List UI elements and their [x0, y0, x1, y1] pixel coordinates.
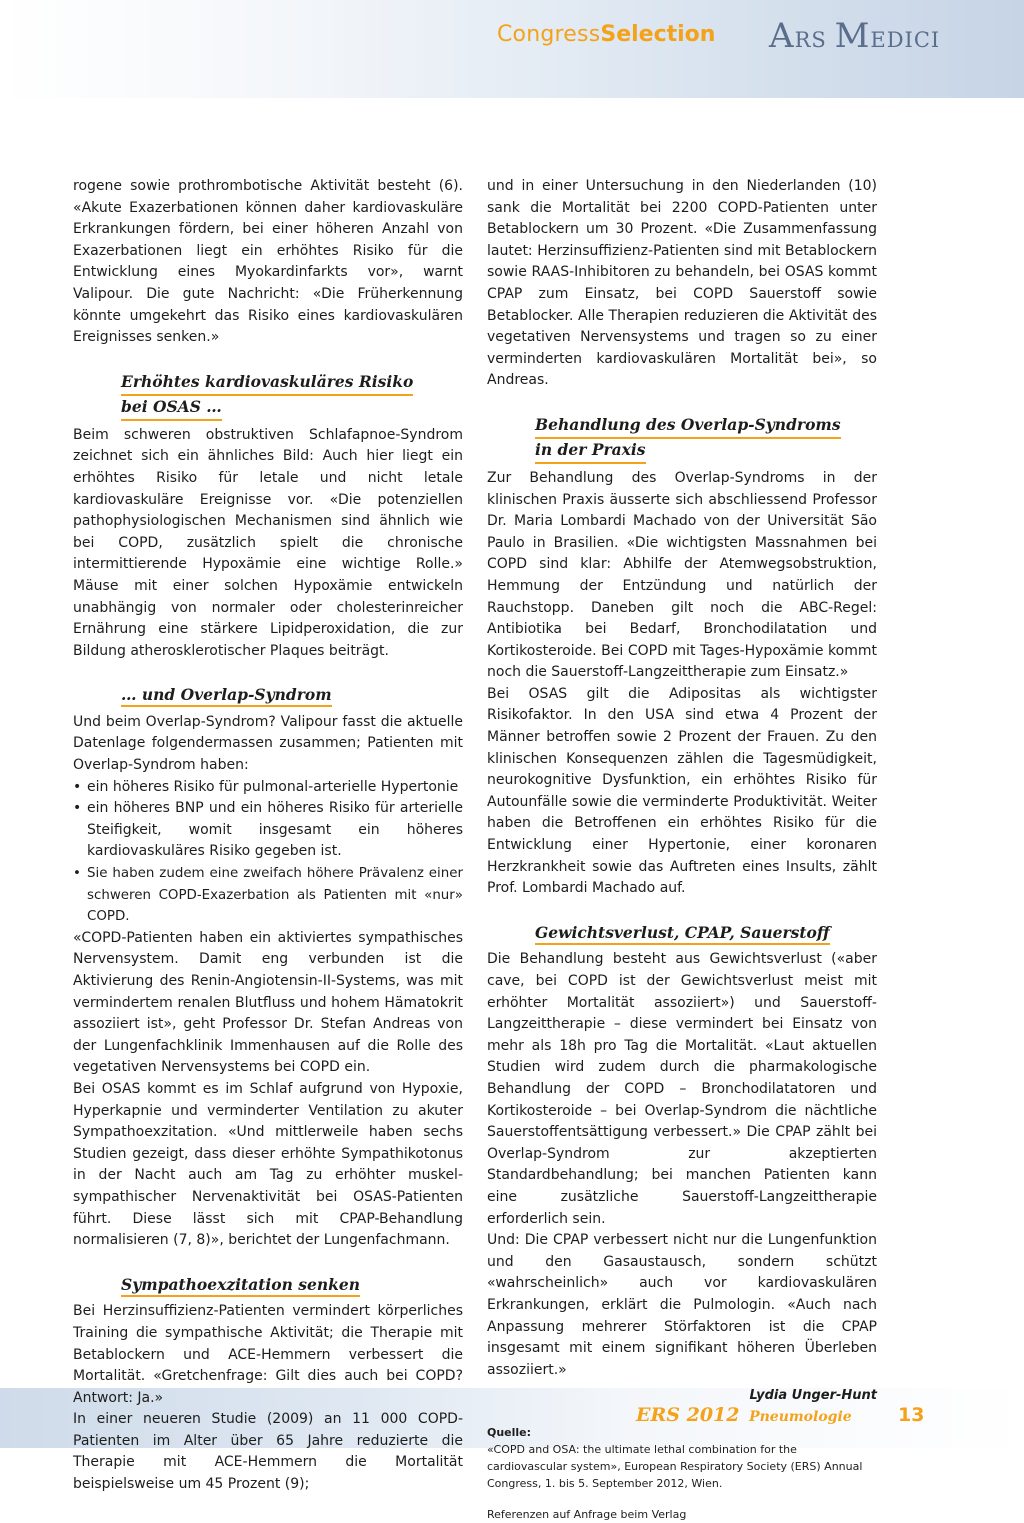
heading-overlap: … und Overlap-Syndrom: [121, 684, 463, 708]
right-column: [487, 176, 877, 1523]
references-note: Referenzen auf Anfrage beim Verlag: [487, 1507, 687, 1521]
heading-sympathoexzitation: Sympathoexzitation senken: [121, 1274, 463, 1298]
list-item: • ein höheres Risiko für pulmonal-arterielle Hypertonie: [87, 777, 463, 799]
footer-title: [636, 1404, 852, 1426]
footer-section: Pneumologie: [749, 1409, 852, 1425]
source-label: Quelle:: [487, 1425, 532, 1439]
overlap-risk-list: [73, 777, 463, 928]
left-paragraph-6: Bei Herzinsuffizienz-Patienten vermindert körperliches Training die sympathische Aktivität; die Therapie mit Betablockern und ACE-Hemmern verbessert die Mortalität. «Gretchenfrage: Gilt dies auch bei COPD? Antwort: Ja.»: [73, 1303, 463, 1406]
list-item: • ein höheres BNP und ein höheres Risiko für arterielle Steifigkeit, womit insgesamt ein höheres kardiovaskuläres Risiko gegeben ist.: [87, 798, 463, 863]
right-paragraph-4: Die Behandlung besteht aus Gewichtsverlust («aber cave, bei COPD ist der Gewichtsverlust meist mit erhöhter Mortalität assoziiert») und Sauerstoff-Langzeittherapie – diese vermindert bei Einsatz von mehr als 18h pro Tag die Mortalität. «Laut aktuellen Studien wird zudem durch die pharmakologische Behandlung der COPD – Bronchodilatatoren und Kortikosteroide – bei Overlap-Syndrom die nächtliche Sauerstoffentsättigung verbessert.» Die CPAP zählt bei Overlap-Syndrom zur akzeptierten Standardbehandlung; bei manchen Patienten kann eine zusätzliche Sauerstoff-Langzeittherapie erforderlich sein.: [487, 951, 877, 1227]
right-paragraph-3: Bei OSAS gilt die Adipositas als wichtigster Risikofaktor. In den USA sind etwa 4 Prozent der Männer betroffen sowie 2 Prozent der Frauen. Zu den klinischen Konsequenzen zählen die Tagesmüdigkeit, neurokognitive Dysfunktion, ein erhöhtes Risiko für Autounfälle sowie die verminderte Produktivität. Weiter haben die Betroffenen ein erhöhtes Risiko für die Entwicklung einer Hypertonie, einer koronaren Herzkrankheit sowie das Auftreten eines Insults, zählt Prof. Lombardi Machado auf.: [487, 685, 877, 897]
heading-behandlung: Behandlung des Overlap-Syndroms in der Praxis: [535, 414, 877, 464]
page-number: 13: [898, 1404, 925, 1426]
left-paragraph-2: Beim schweren obstruktiven Schlafapnoe-Syndrom zeichnet sich ein ähnliches Bild: Auch hier liegt ein erhöhtes Risiko für letale und nicht letale kardiovaskuläre Ereignisse vor. «Die potenziellen pathophysiologischen Mechanismen sind ähnlich wie bei COPD, zusätzlich spielt die chronische intermittierende Hypoxämie eine wichtige Rolle.» Mäuse mit einer solchen Hypoxämie entwickeln unabhängig von normaler oder cholesterinreicher Ernährung eine stärkere Lipidperoxidation, die zur Bildung atherosklerotischer Plaques beiträgt.: [73, 426, 463, 659]
author-name: Lydia Unger-Hunt: [749, 1388, 877, 1404]
heading-gewichtsverlust: Gewichtsverlust, CPAP, Sauerstoff: [535, 922, 877, 946]
left-paragraph-4: «COPD-Patienten haben ein aktiviertes sympathisches Nervensystem. Damit eng verbunden ist die Aktivierung des Renin-Angiotensin-II-Systems, was mit vermindertem renalen Blutfluss und hohem Hämatokrit assoziiert ist», geht Professor Dr. Stefan Andreas von der Lungenfachklinik Immenhausen auf die Rolle des vegetativen Nervensystems bei COPD ein.: [73, 929, 463, 1076]
left-paragraph-5: Bei OSAS kommt es im Schlaf aufgrund von Hypoxie, Hyperkapnie und verminderter Ventilation zu akuter Sympathoexzitation. «Und mittlerweile haben sechs Studien gezeigt, dass dieser erhöhte Sympathikotonus in der Nacht auch am Tag zu erhöhter muskel-sympathischer Nervenaktivität bei OSAS-Patienten führt. Diese lässt sich mit CPAP-Behandlung normalisieren (7, 8)», berichtet der Lungenfachmann.: [73, 1080, 463, 1249]
left-column: [73, 176, 463, 1496]
footer-ers: ERS 2012: [636, 1404, 740, 1426]
selection-label: Selection: [600, 22, 716, 47]
right-paragraph-2: Zur Behandlung des Overlap-Syndroms in der klinischen Praxis äusserte sich abschliessend Professor Dr. Maria Lombardi Machado von der Universität São Paulo in Brasilien. «Die wichtigsten Massnahmen bei COPD sind klar: Abhilfe der Atemwegsobstruktion, Hemmung der Entzündung und natürlich der Rauchstopp. Daneben gilt noch die ABC-Regel: Antibiotika bei Bedarf, Bronchodilatation und Kortikosteroide. Bei COPD mit Tages-Hypoxämie kommt noch die Sauerstoff-Langzeittherapie zum Einsatz.»: [487, 469, 877, 681]
header-brand: [497, 16, 941, 62]
ars-medici-logo: ARS MEDICI: [769, 16, 941, 56]
left-paragraph-3: Und beim Overlap-Syndrom? Valipour fasst die aktuelle Datenlage folgendermassen zusammen; Patienten mit Overlap-Syndrom haben:: [73, 713, 463, 774]
left-paragraph-1: rogene sowie prothrombotische Aktivität besteht (6). «Akute Exazerbationen können daher kardiovaskuläre Erkrankungen fördern, bei einer höheren Anzahl von Exazerbationen liegt ein erhöhtes Risiko für die Entwicklung eines Myokardinfarkts vor», warnt Valipour. Die gute Nachricht: «Die Früherkennung könnte umgekehrt das Risiko eines kardiovaskulären Ereignisses senken.»: [73, 178, 463, 346]
right-paragraph-5: Und: Die CPAP verbessert nicht nur die Lungenfunktion und den Gasaustausch, sondern schützt «wahrscheinlich» auch vor kardiovaskulären Erkrankungen, erklärt die Pulmologin. «Auch nach Anpassung mehrerer Störfaktoren ist die CPAP insgesamt mit einem signifikant höheren Überleben assoziiert.»: [487, 1232, 877, 1378]
list-item: • Sie haben zudem eine zweifach höhere Prävalenz einer schweren COPD-Exazerbation als Patienten mit «nur» COPD.: [87, 863, 463, 928]
right-paragraph-1: und in einer Untersuchung in den Niederlanden (10) sank die Mortalität bei 2200 COPD-Patienten unter Betablockern um 30 Prozent. «Die Zusammenfassung lautet: Herzinsuffizienz-Patienten sind mit Betablockern sowie RAAS-Inhibitoren zu behandeln, bei OSAS kommt CPAP zum Einsatz, bei COPD Sauerstoff sowie Betablocker. Alle Therapien reduzieren die Aktivität des vegetativen Nervensystems und tragen so zu einer verminderten kardiovaskulären Mortalität bei», so Andreas.: [487, 178, 877, 389]
heading-osas: Erhöhtes kardiovaskuläres Risiko bei OSAS …: [121, 371, 463, 421]
source-text: «COPD and OSA: the ultimate lethal combination for the cardiovascular system», European Respiratory Society (ERS) Annual Congress, 1. bis 5. September 2012, Wien.: [487, 1442, 863, 1490]
congress-label: Congress: [497, 22, 601, 47]
left-paragraph-7: In einer neueren Studie (2009) an 11 000 COPD-Patienten im Alter über 65 Jahre reduzierte die Therapie mit ACE-Hemmern die Mortalität beispielsweise um 45 Prozent (9);: [73, 1411, 463, 1493]
